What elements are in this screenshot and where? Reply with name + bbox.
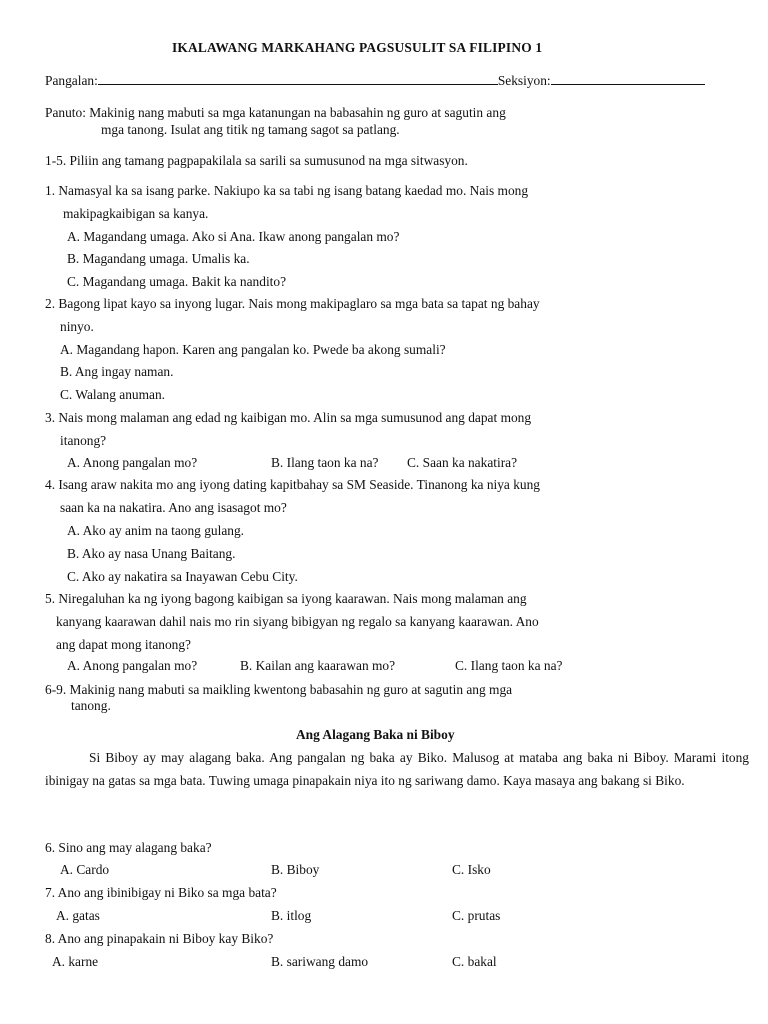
name-blank[interactable] xyxy=(98,72,498,85)
section-blank[interactable] xyxy=(551,72,705,85)
question-1-line-1: 1. Namasyal ka sa isang parke. Nakiupo ka sa tabi ng isang batang kaedad mo. Nais mong xyxy=(45,183,529,198)
story-text: Si Biboy ay may alagang baka. Ang pangalan ng baka ay Biko. Malusog at mataba ang baka ni Biboy. Marami itong ibinigay na gatas sa mga bata. Tuwing umaga pinapakain niya ito ng sariwang damo. Kaya masaya ang bakang si Biko. xyxy=(45,750,749,788)
question-4-line-2: saan ka na nakatira. Ano ang isasagot mo? xyxy=(60,500,287,515)
question-3-choice-b[interactable]: B. Ilang taon ka na? xyxy=(271,455,379,470)
question-3-choice-c[interactable]: C. Saan ka nakatira? xyxy=(407,455,518,470)
question-5-line-1: 5. Niregaluhan ka ng iyong bagong kaibigan sa iyong kaarawan. Nais mong malaman ang xyxy=(45,591,527,606)
question-6-choice-b[interactable]: B. Biboy xyxy=(271,862,320,877)
question-8: 8. Ano ang pinapakain ni Biboy kay Biko? xyxy=(45,931,274,946)
instructions-line-2: mga tanong. Isulat ang titik ng tamang sagot sa patlang. xyxy=(101,122,400,137)
question-4-choice-b[interactable]: B. Ako ay nasa Unang Baitang. xyxy=(67,546,236,561)
question-6-choice-c[interactable]: C. Isko xyxy=(452,862,491,877)
part1-heading: 1-5. Piliin ang tamang pagpapakilala sa sarili sa sumusunod na mga sitwasyon. xyxy=(45,153,468,168)
question-1-choice-b[interactable]: B. Magandang umaga. Umalis ka. xyxy=(67,251,250,266)
story-title: Ang Alagang Baka ni Biboy xyxy=(296,727,455,742)
question-8-choice-b[interactable]: B. sariwang damo xyxy=(271,954,369,969)
part2-heading-line-2: tanong. xyxy=(71,698,111,713)
question-2-choice-c[interactable]: C. Walang anuman. xyxy=(60,387,166,402)
question-8-choice-a[interactable]: A. karne xyxy=(52,954,99,969)
story-paragraph xyxy=(45,746,749,792)
question-4-choice-c[interactable]: C. Ako ay nakatira sa Inayawan Cebu City. xyxy=(67,569,298,584)
question-2-line-1: 2. Bagong lipat kayo sa inyong lugar. Nais mong makipaglaro sa mga bata sa tapat ng bahay xyxy=(45,296,540,311)
question-4-line-1: 4. Isang araw nakita mo ang iyong dating kapitbahay sa SM Seaside. Tinanong ka niya kung xyxy=(45,477,541,492)
question-7-choice-b[interactable]: B. itlog xyxy=(271,908,312,923)
question-7-choice-c[interactable]: C. prutas xyxy=(452,908,501,923)
question-1-line-2: makipagkaibigan sa kanya. xyxy=(63,206,209,221)
question-3-choice-a[interactable]: A. Anong pangalan mo? xyxy=(67,455,198,470)
question-5-choice-b[interactable]: B. Kailan ang kaarawan mo? xyxy=(240,658,396,673)
name-line xyxy=(45,72,705,89)
question-7-choice-a[interactable]: A. gatas xyxy=(56,908,100,923)
question-5-choice-a[interactable]: A. Anong pangalan mo? xyxy=(67,658,198,673)
question-5-line-3: ang dapat mong itanong? xyxy=(56,637,191,652)
question-1-choice-a[interactable]: A. Magandang umaga. Ako si Ana. Ikaw anong pangalan mo? xyxy=(67,229,400,244)
section-label: Seksiyon: xyxy=(497,73,551,88)
question-2-line-2: ninyo. xyxy=(60,319,94,334)
part2-heading-line-1: 6-9. Makinig nang mabuti sa maikling kwentong babasahin ng guro at sagutin ang mga xyxy=(45,682,513,697)
question-1-choice-c[interactable]: C. Magandang umaga. Bakit ka nandito? xyxy=(67,274,287,289)
question-3-line-1: 3. Nais mong malaman ang edad ng kaibigan mo. Alin sa mga sumusunod ang dapat mong xyxy=(45,410,532,425)
question-6-choice-a[interactable]: A. Cardo xyxy=(60,862,110,877)
question-7: 7. Ano ang ibinibigay ni Biko sa mga bata? xyxy=(45,885,277,900)
question-3-line-2: itanong? xyxy=(60,433,107,448)
instructions-line-1: Panuto: Makinig nang mabuti sa mga katanungan na babasahin ng guro at sagutin ang xyxy=(45,105,506,120)
question-2-choice-b[interactable]: B. Ang ingay naman. xyxy=(60,364,174,379)
question-6: 6. Sino ang may alagang baka? xyxy=(45,840,212,855)
question-5-line-2: kanyang kaarawan dahil nais mo rin siyang bibigyan ng regalo sa kanyang kaarawan. Ano xyxy=(56,614,539,629)
question-4-choice-a[interactable]: A. Ako ay anim na taong gulang. xyxy=(67,523,245,538)
question-5-choice-c[interactable]: C. Ilang taon ka na? xyxy=(455,658,563,673)
test-title: IKALAWANG MARKAHANG PAGSUSULIT SA FILIPINO 1 xyxy=(172,40,543,55)
question-2-choice-a[interactable]: A. Magandang hapon. Karen ang pangalan ko. Pwede ba akong sumali? xyxy=(60,342,446,357)
name-label: Pangalan: xyxy=(45,73,98,88)
question-8-choice-c[interactable]: C. bakal xyxy=(452,954,497,969)
